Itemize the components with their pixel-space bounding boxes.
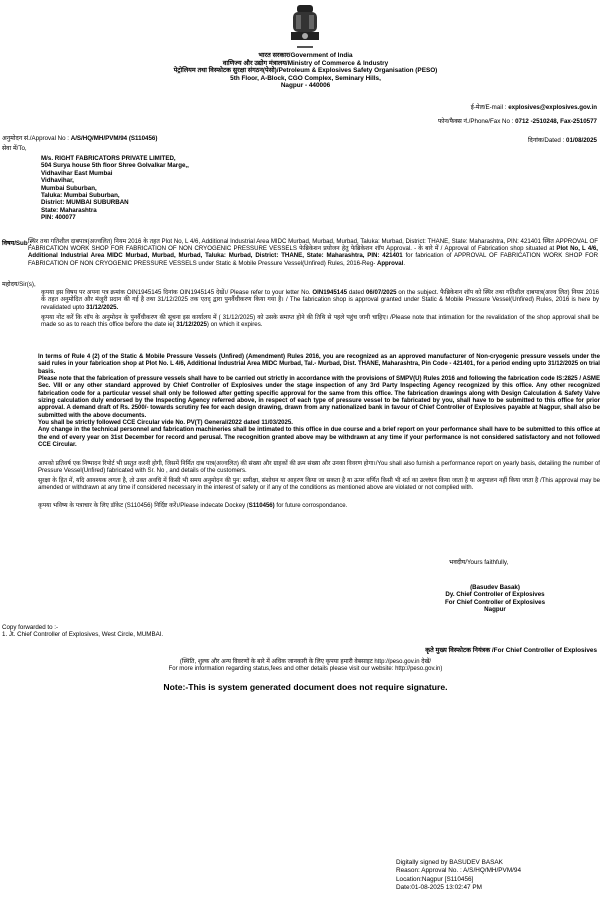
approval-number — [2, 135, 157, 143]
terms-paragraph: In terms of Rule 4 (2) of the Static & Mobile Pressure Vessels (Unfired) (Amendment) Rules 2016, you are recognized as an approved manufacturer of Non-cryogenic pressure vessels under the said rules in your fabrication shop at Plot No. L 4/6, Additional Industrial Area MIDC Murbad, Tal.- Murbad, Dist. THANE, Maharashtra, Pin Code - 421401, for a period ending upto 31/12/2025 on trial basis. — [38, 354, 600, 375]
para-text: on the subject. फैब्रिकेशन शॉप को स्थिर तथा गतिशील दाबपात्र(अज्व लित) नियम 2016 के तहत अनुमोदित और मंजूरी प्रदान की गई है तथा 31/12/2025 तक एतद् द्वारा पुनर्वैधीकरण किया गया है। / The fabrication shop is approval granted under Static & Mobile Pressure Vessel(Unfired) Rules, 2016 is here by revalidated upto — [41, 289, 599, 311]
signed-by: Digitally signed by BASUDEV BASAK — [396, 859, 503, 866]
para-text: कृपया भविष्य के पत्राचार के लिए डॉकेट (S110456) निर्दिष्ट करें।/Please indecate Dockey ( — [38, 503, 249, 509]
letter-number: OIN1945145 — [312, 289, 347, 296]
docket-paragraph — [38, 503, 600, 510]
to-label: सेवा में/To, — [2, 145, 27, 152]
valid-upto: 31/12/2025. — [86, 303, 119, 311]
recipient-address — [41, 155, 189, 222]
address-line: Mumbai Suburban, — [41, 184, 97, 192]
ministry-name: वाणिज्य और उद्योग मंत्रालय/Ministry of Commerce & Industry — [222, 59, 389, 67]
signatory-name: (Basudev Basak) — [470, 584, 520, 591]
org-address-line2: Nagpur - 440006 — [280, 82, 331, 90]
more-info-hindi: (स्थिति, शुल्क और अन्य विवरणों के बारे में अधिक जानकारी के लिए कृपया हमारी वेबसाइट http://peso.gov.in देखें/ — [179, 659, 432, 665]
contact-info — [438, 101, 597, 129]
dated — [528, 135, 597, 144]
signatory-place: Nagpur — [484, 606, 506, 614]
subject-text — [28, 238, 598, 267]
para-text: ) on which it expires. — [206, 321, 263, 329]
phone-row — [438, 115, 597, 129]
amendment-paragraph: सुरक्षा के हित में, यदि आवश्यक लगता है, तो उक्त अवधि में किसी भी समय अनुमोदन की पुन: समीक्षा, संशोधन या आहरण किया जा सकता है या ऊपर वर्णित किसी भी शर्त का उल्लंघन किया जाता है या अनुपालन नहीं किया जाता है /This approval may be amended or withdrawn at any time if considered necessary in the interest of safety or if any of the conditions as mentioned above are violated or not complied with. — [38, 478, 600, 492]
system-note: Note:-This is system generated document does not require signature. — [163, 682, 448, 692]
para-text: कृपया इस विषय पर अपना पत्र क्रमांक OIN1945145 दिनांक OIN1945145 देखें।/ Please refer to your letter No. — [41, 289, 313, 296]
letterhead — [0, 52, 611, 90]
para-text: for future corrospondance. — [274, 503, 348, 509]
subject-part: . — [403, 259, 406, 267]
dated-value: 01/08/2025 — [566, 137, 597, 144]
for-chief-controller: कृते मुख्य विस्फोटक नियंत्रक /For Chief Controller of Explosives — [425, 647, 597, 654]
subject-label: विषय/Sub : — [2, 240, 32, 247]
address-line: District: MUMBAI SUBURBAN — [41, 199, 129, 207]
copy-forwarded — [2, 624, 163, 639]
signature-reason: Reason: Approval No. : A/S/HQ/MH/PVM/94 — [396, 867, 522, 875]
digital-signature — [396, 859, 521, 893]
expiry-date: 31/12/2025 — [176, 321, 207, 329]
reference-paragraph — [41, 289, 599, 311]
address-line: Vidhavihar East Mumbai — [41, 169, 113, 177]
docket-number: S110456) — [248, 503, 275, 509]
address-line: Vidhavihar, — [41, 177, 74, 185]
address-line: 504 Surya house 5th floor Shree Golvalkar Marge,, — [41, 162, 189, 170]
copy-label: Copy forwarded to :- — [2, 624, 59, 631]
national-emblem-icon — [279, 2, 331, 52]
subject-location: Plot No, L 4/6, Additional Industrial Area MIDC Murbad, Murbad, Murbad, Taluka: Murbad, District: THANE, State: Maharashtra, PIN: 421401 — [28, 245, 598, 260]
address-line: State: Maharashtra — [41, 206, 97, 214]
para-text: कृपया नोट करें कि शॉप के अनुमोदन के पुनर्वैधीकरण की सूचना इस कार्यालय में ( 31/12/2025) को उसके समाप्त होने की तिथि से पहले पहुंच जानी चाहिए। /Please note that intimation for the revalidation of the shop approval shall be made so as to reach this office before the date ie( — [41, 314, 599, 329]
terms-paragraph: Any change in the technical personnel and fabrication machineries shall be intimated to this office in due course and a brief report on your performance shall have to be submitted to this office at the end of every year on 31st December for record and perusal. The recognition granted above may be withdrawn at any time if your performance is not considered satisfactory and not followed CCE Circular. — [38, 427, 600, 449]
signature-location: Location:Nagpur [S110456] — [396, 875, 474, 883]
subject-part: स्थिर तथा गतिशील दाबपात्र(अज्वलित) नियम 2016 के तहत Plot No, L 4/6, Additional Industrial Area MIDC Murbad, Murbad, Murbad, Taluka: Murbad, District: THANE, State: Maharashtra, PIN: 421401 स्थित APPROVAL OF FABRICATION WORK SHOP FOR FABRICATION OF NON CRYOGENIC PRESSURE VESSELS फेब्रिकेशन प्रयोजन हेतु फेब्रिकेशन शॉप Approval. - के बारे में / Approval of Fabrication shop situated at — [28, 238, 598, 253]
more-info-english: For more information regarding status,fees and other details please visit our website: http://peso.gov.in) — [168, 666, 443, 673]
signature-date: Date:01-08-2025 13:02:47 PM — [396, 884, 482, 892]
email-value[interactable]: explosives@explosives.gov.in — [508, 104, 597, 111]
dated-label: दिनांक/Dated : — [527, 137, 567, 144]
revalidation-paragraph — [41, 314, 599, 329]
subject-part: for fabrication of APPROVAL OF FABRICATION WORK SHOP FOR FABRICATION OF NON CRYOGENIC PRESSURE VESSELS under Static & Mobile Pressure Vessel(Unfired) Rules, 2016-Reg- — [28, 252, 598, 267]
email-label: ई-मेल/E-mail : — [470, 104, 509, 111]
salutation: महोदय/Sir(s), — [2, 281, 36, 288]
address-line: M/s. RIGHT FABRICATORS PRIVATE LIMITED, — [41, 155, 176, 162]
org-address-line1: 5th Floor, A-Block, CGO Complex, Seminary Hills, — [230, 74, 381, 82]
signatory-for: For Chief Controller of Explosives — [444, 598, 546, 606]
terms-paragraph: Please note that the fabrication of pressure vessels shall have to be carried out strictly in accordance with the provisions of SMPV(U) Rules 2016 and following the fabrication code IS:2825 / ASME Sec. VIII or any other standard approved by Chief Controller of Explosives under the stage inspection of any 3rd Party Inspecting Agency recognized by this office. Any other recognized fabrication code for a particular vessel shall only be followed after getting specific approval for the same from this office. The fabrication drawings along with Design Calculation & Safety Valve sizing calculation duly endorsed by the Inspecting Agency referred above, in respect of each type of pressure vessel to be fabricated by you, shall have to be submitted to this office for prior approval. A demand draft of Rs. 2500/- towards scrutiny fee for each design drawing, drawn from any nationalized bank in favour of Chief Controller of Explosives payable at Nagpur, shall also be submitted with the above documents. — [38, 376, 600, 419]
address-line: Taluka: Mumbai Suburban, — [41, 192, 120, 200]
para-text: dated — [346, 289, 366, 296]
terms-paragraph: You shall be strictly followed CCE Circular vide No. PV(T) General/2022 dated 11/03/2025. — [38, 420, 293, 427]
copy-item: 1. Jt. Chief Controller of Explosives, West Circle, MUMBAI. — [2, 631, 164, 639]
email-row — [438, 101, 597, 115]
approval-number-label: अनुमोदन सं./Approval No : — [2, 135, 71, 142]
subject-approval: Approval — [376, 259, 404, 267]
gov-name: भारत सरकार/Government of India — [258, 52, 353, 59]
yours-faithfully: भवदीय/Yours faithfully, — [449, 559, 509, 566]
terms-block — [38, 354, 600, 449]
phone-value: 0712 -2510248, Fax-2510577 — [515, 118, 597, 125]
letter-date: 06/07/2025 — [365, 289, 397, 296]
more-info — [0, 659, 611, 674]
signatory-block — [420, 584, 570, 614]
performance-report-paragraph: आपको प्रतिवर्ष एक निष्पादन रिपोर्ट भी प्रस्तुत करनी होगी, जिसमें निर्मित दाब पात्र(अज्वलित) की संख्या और ग्राहकों की क्रम संख्या और उनका विवरण होगा।/You shall also furnish a performance report on yearly basis, detailing the number of Pressure Vessel(Unfired) fabricated with Sr. No , and details of the customers. — [38, 461, 600, 475]
phone-label: फोन/फैक्स नं./Phone/Fax No : — [437, 118, 516, 125]
approval-number-value: A/S/HQ/MH/PVM/94 (S110456) — [70, 135, 158, 142]
signatory-designation: Dy. Chief Controller of Explosives — [445, 591, 545, 599]
address-line: PIN: 400077 — [41, 214, 76, 222]
org-name: पेट्रोलियम तथा विस्फोटक सुरक्षा संगठन(पेसो)/Petroleum & Explosives Safety Organisation (PESO) — [173, 67, 438, 75]
